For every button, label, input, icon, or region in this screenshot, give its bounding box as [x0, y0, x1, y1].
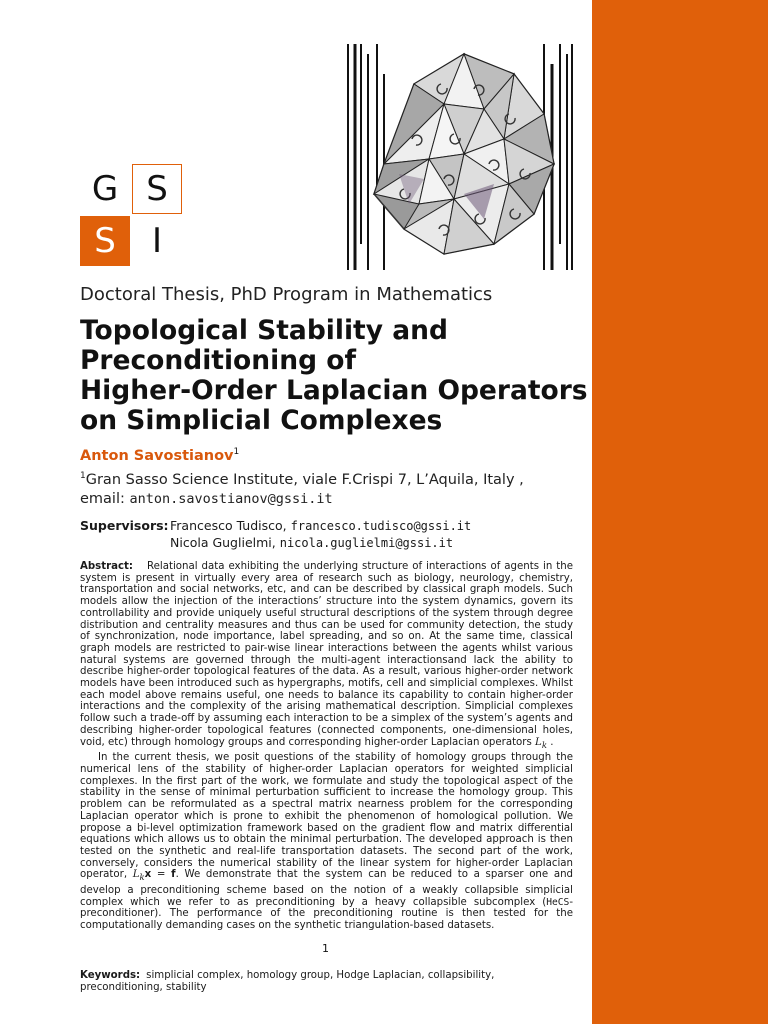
logo-letter-s-top: S — [132, 164, 182, 214]
author — [80, 447, 239, 464]
supervisor-row — [170, 534, 453, 552]
supervisor-name: Nicola Guglielmi, — [170, 535, 276, 550]
abstract-label: Abstract: — [80, 561, 133, 572]
title-line: Preconditioning of — [80, 345, 356, 376]
hecs-term: HeCS — [546, 896, 570, 908]
title-line: on Simplicial Complexes — [80, 405, 443, 436]
supervisor-row — [170, 517, 471, 535]
orange-side-band — [592, 0, 768, 1024]
math-vector: f — [171, 869, 176, 881]
math-vector: x — [144, 869, 152, 881]
keywords-label: Keywords: — [80, 970, 141, 981]
simplicial-complex-illustration — [344, 44, 574, 270]
thesis-title — [80, 316, 590, 436]
logo-letter-g: G — [91, 169, 119, 209]
supervisors-label: Supervisors: — [80, 518, 169, 533]
abstract-text: . We demonstrate that the system can be reduced to a sparser one and develop a preconditioning scheme based on the notion of a weakly collapsible simplicial complex which we refer to as preconditioning by a heavy collapsible subcomplex ( — [80, 869, 574, 908]
keywords — [80, 970, 575, 994]
affiliation-text: Gran Sasso Science Institute, viale F.Crispi 7, L’Aquila, Italy , — [85, 471, 524, 488]
math-symbol: L — [535, 736, 542, 748]
keywords-text: simplicial complex, homology group, Hodge Laplacian, collapsibility, preconditioning, stability — [80, 970, 495, 993]
supervisor-email[interactable]: nicola.guglielmi@gssi.it — [279, 536, 454, 550]
title-line: Higher-Order Laplacian Operators — [80, 375, 588, 406]
affiliation — [80, 467, 590, 509]
program-subtitle: Doctoral Thesis, PhD Program in Mathematics — [80, 284, 493, 305]
logo-letter-s-bottom: S — [80, 216, 130, 266]
author-name: Anton Savostianov — [80, 447, 234, 464]
math-subscript: k — [139, 873, 145, 884]
page-number: 1 — [322, 942, 329, 955]
abstract-paragraph — [80, 752, 573, 932]
supervisor-name: Francesco Tudisco, — [170, 518, 287, 533]
abstract-text: -preconditioner). The performance of the preconditioning routine is then tested for the computationally demanding cases on the synthetic triangulation-based datasets. — [80, 896, 573, 932]
abstract-text: Relational data exhibiting the underlying structure of interactions of agents in the system is present in virtually every area of research such as biology, neurology, chemistry, transportation and social networks, etc, and can be described by classical graph models. Such models allow the injection of the interactions’ structure into the system dynamics, govern its controllability and provide uniquely useful structural descriptions of the system through degree distribution and centrality measures and thus can be used for community detection, the study of synchronization, node importance, label spreading, and so on. At the same time, classical graph models are restricted to pair-wise linear interactions between the agents whilst various natural systems are governed through the multi-agent interactionsand lack the ability to describe higher-order topological features of the data. As a result, various higher-order network models have been introduced such as hypergraphs, motifs, cell and simplicial complexes. Whilst each model above remains useful, one needs to balance its capability to contain higher-order interactions and the complexity of the arising mathematical description. Simplicial complexes follow such a trade-off by assuming each interaction to be a simplex of the system’s agents and describing higher-order topological features (connected components, one-dimensional holes, void, etc) through homology groups and corresponding higher-order Laplacian operators — [80, 561, 573, 748]
math-symbol: L — [132, 869, 140, 881]
email-label: email: — [80, 490, 125, 507]
abstract-paragraph — [80, 561, 573, 752]
title-line: Topological Stability and — [80, 315, 448, 346]
abstract-text: . — [546, 736, 554, 748]
supervisor-email[interactable]: francesco.tudisco@gssi.it — [290, 519, 472, 533]
author-email[interactable]: anton.savostianov@gssi.it — [129, 490, 333, 507]
math-subscript: k — [541, 740, 547, 751]
math-operator: = — [151, 869, 172, 881]
gssi-logo — [80, 164, 184, 268]
abstract — [80, 561, 573, 932]
author-mark: 1 — [233, 447, 240, 457]
affiliation-mark: 1 — [80, 471, 86, 481]
abstract-text: In the current thesis, we posit questions of the stability of homology groups through the numerical lens of the stability of higher-order Laplacian operators for weighted simplicial complexes. In the first part of the work, we formulate and study the topological aspect of the stability in the sense of minimal perturbation sufficient to increase the homology group. This problem can be reformulated as a spectral matrix nearness problem for the corresponding Laplacian operator which is prone to exhibit the phenomenon of homological pollution. We propose a bi-level optimization framework based on the gradient flow and matrix differential equations which allows us to obtain the minimal perturbation. The developed approach is then tested on the synthetic and real-life transportation datasets. The second part of the work, conversely, considers the numerical stability of the linear system for higher-order Laplacian operator, — [80, 752, 573, 881]
logo-letter-i: I — [151, 221, 163, 261]
